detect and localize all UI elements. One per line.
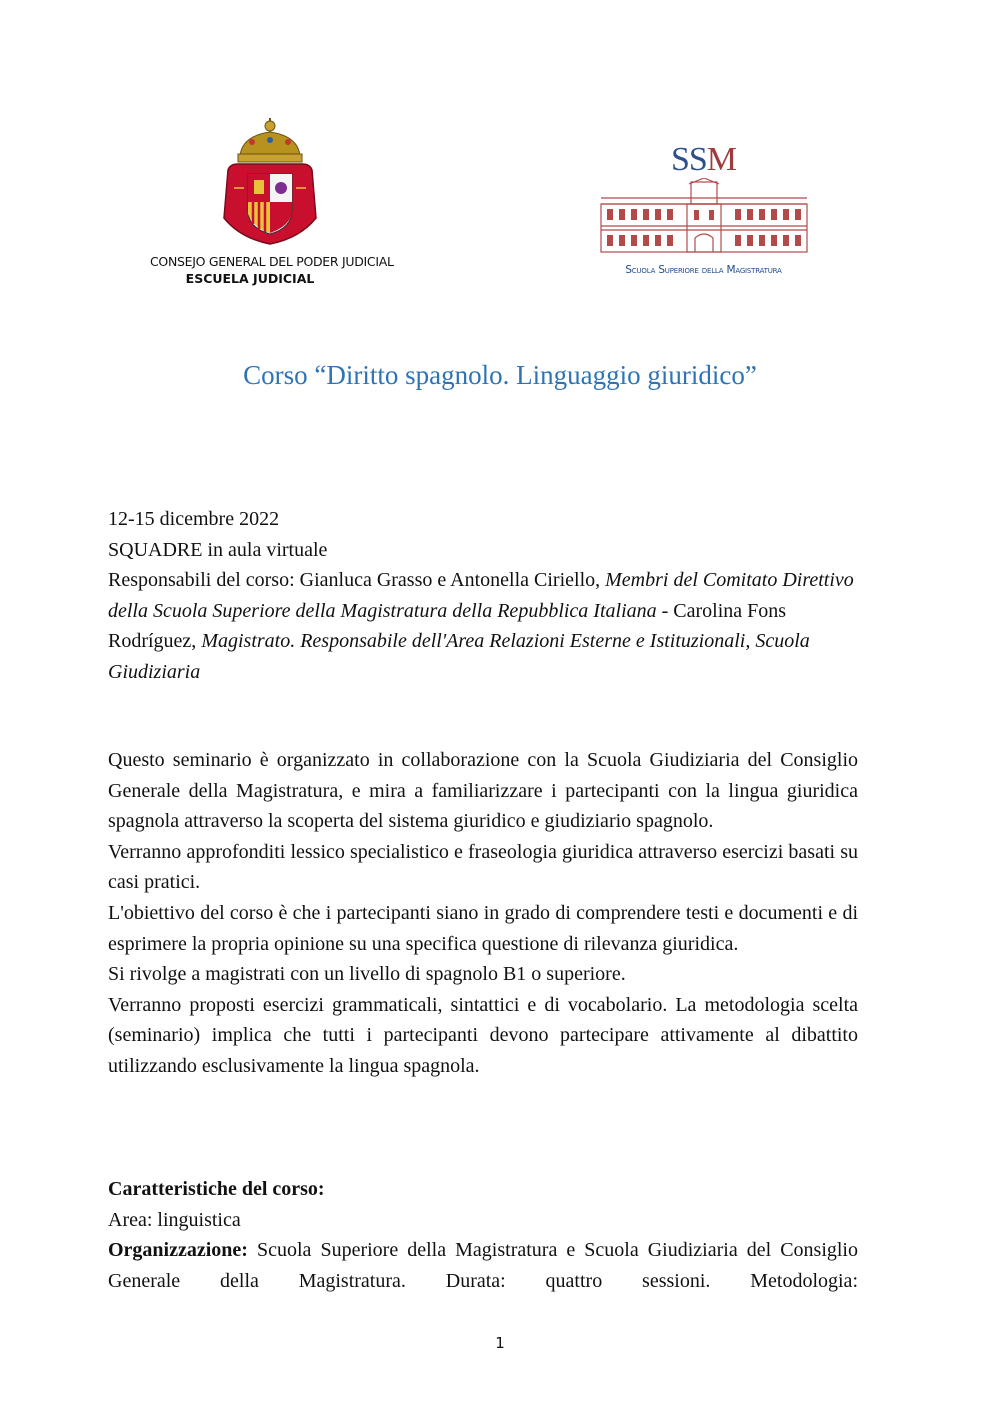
cgpj-coat-of-arms-icon (220, 118, 320, 248)
ssm-acronym-ss: SS (670, 141, 707, 178)
description-paragraph: Verranno proposti esercizi grammaticali, sintattici e di vocabolario. La metodologia scelta (seminario) implica che tutti i partecipanti devono partecipare attivamente al dibattito utilizzando esclusivamente la lingua spagnola. (108, 993, 858, 1077)
description-paragraph: Questo seminario è organizzato in collaborazione con la Scuola Giudiziaria del Consiglio Generale della Magistratura, e mira a familiarizzare i partecipanti con la lingua giuridica spagnola attraverso la scoperta del sistema giuridico e giudiziario spagnolo. (108, 749, 858, 833)
responsabili-label: Responsabili del corso: Gianluca Grasso e Antonella Ciriello, (108, 569, 601, 592)
course-location: SQUADRE in aula virtuale (108, 538, 328, 561)
course-info (108, 504, 858, 688)
cgpj-logo (150, 118, 394, 286)
responsabili-role-2: Magistrato. Responsabile dell'Area Relazioni Esterne e Istituzionali, Scuola Giudiziaria (108, 630, 810, 683)
features-heading: Caratteristiche del corso: (108, 1178, 325, 1200)
organizzazione-text: Scuola Superiore della Magistratura e Scuola Giudiziaria del Consiglio Generale della Magistratura. Durata: quattro sessioni. Metodologia: (108, 1239, 858, 1292)
ssm-logo (596, 142, 811, 276)
ssm-caption (596, 264, 811, 276)
responsabili-role-1: Membri del Comitato Direttivo della Scuola Superiore della Magistratura della Repubblica Italiana (108, 569, 854, 622)
responsabili-separator: - Carolina Fons Rodríguez, (108, 599, 787, 653)
features-organizzazione (108, 1235, 858, 1296)
ssm-building-icon (599, 178, 809, 254)
course-description (108, 745, 858, 1082)
description-paragraph: L'obiettivo del corso è che i partecipanti siano in grado di comprendere testi e documenti e di esprimere la propria opinione su una specifica questione di rilevanza giuridica. (108, 901, 858, 955)
course-dates: 12-15 dicembre 2022 (108, 508, 280, 530)
page-number: 1 (495, 1334, 505, 1352)
cgpj-name: CONSEJO GENERAL DEL PODER JUDICIAL (150, 254, 394, 269)
cgpj-school-name: ESCUELA JUDICIAL (185, 271, 315, 286)
course-responsabili (108, 565, 858, 687)
ssm-acronym (596, 142, 811, 178)
course-features (108, 1174, 858, 1296)
description-paragraph: Si rivolge a magistrati con un livello di spagnolo B1 o superiore. (108, 963, 626, 986)
page-title: Corso “Diritto spagnolo. Linguaggio giuridico” (243, 360, 757, 390)
features-area: Area: linguistica (108, 1208, 241, 1231)
description-paragraph: Verranno approfonditi lessico specialistico e fraseologia giuridica attraverso esercizi basati su casi pratici. (108, 840, 858, 894)
ssm-caption-text: Scuola Superiore della Magistratura (625, 264, 782, 276)
ssm-acronym-m: M (706, 141, 737, 178)
organizzazione-label: Organizzazione: (108, 1239, 248, 1262)
